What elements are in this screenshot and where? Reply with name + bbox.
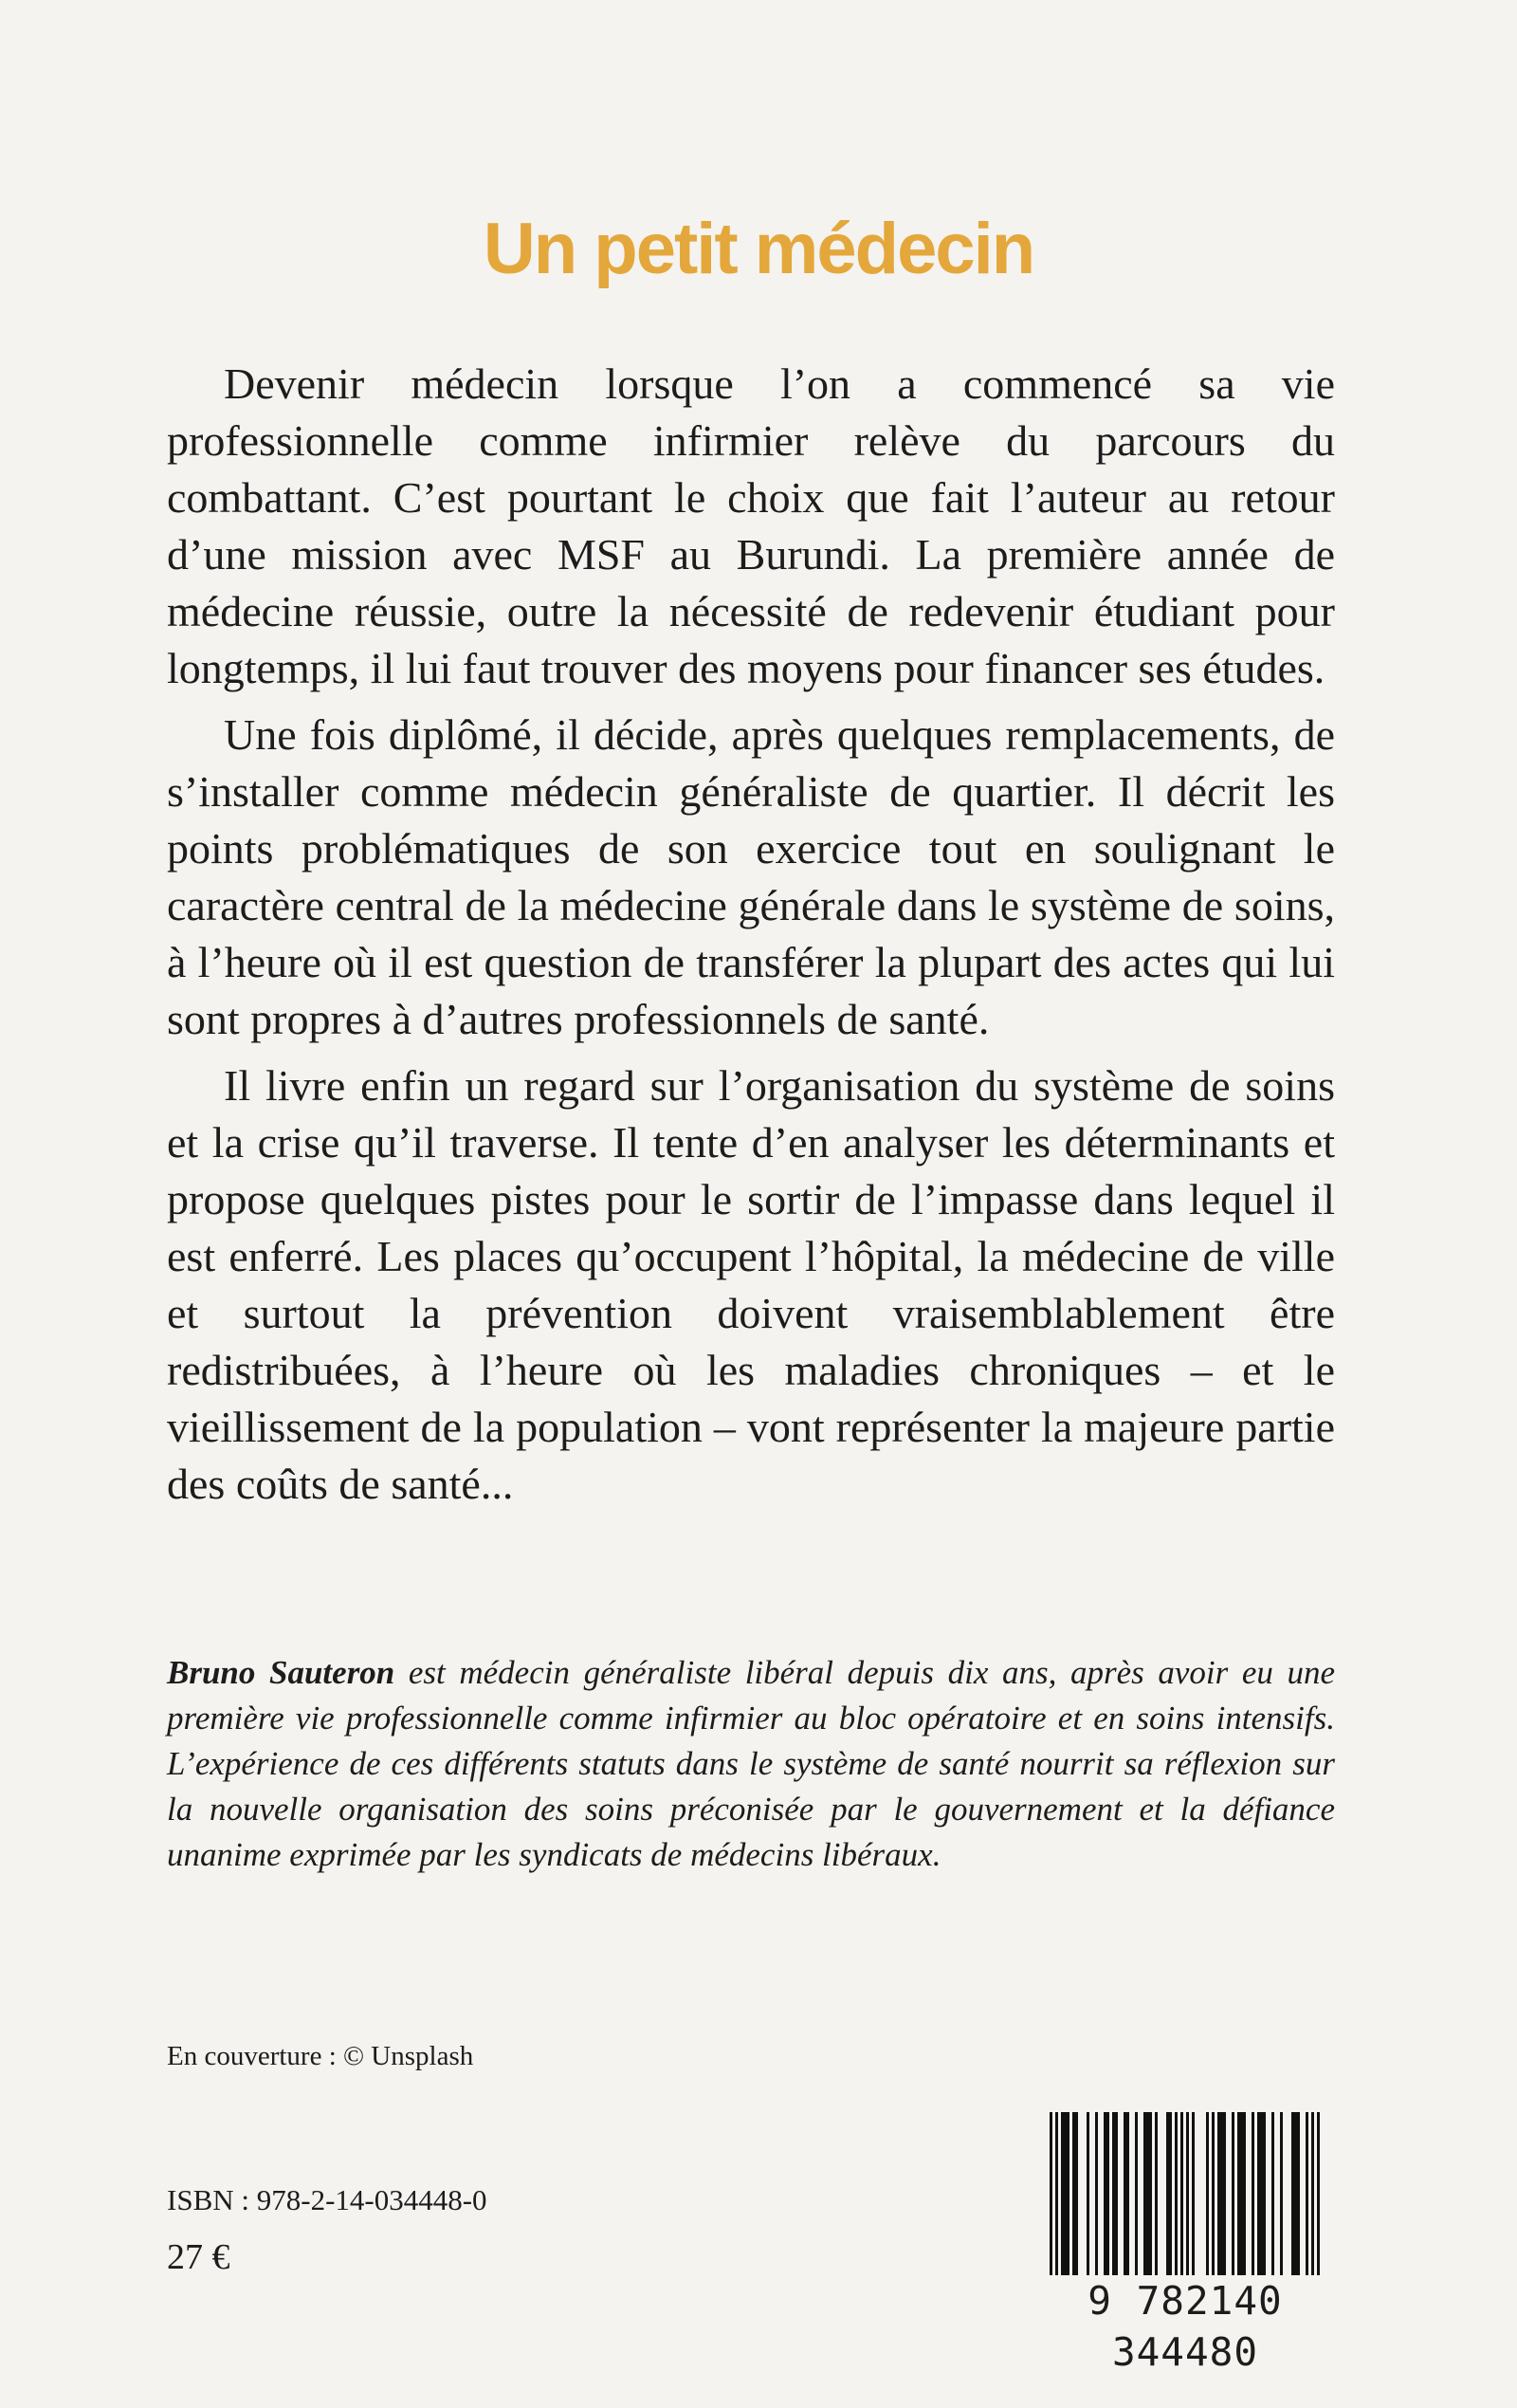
barcode-bar xyxy=(1297,2112,1300,2279)
summary-paragraph-3: Il livre enfin un regard sur l’organisation du système de soins et la crise qu’il traverse. Il tente d’en analyser les déterminants et propose quelques pistes pour le sortir de l’impasse dans lequel il est enferré. Les places qu’occupent l’hôpital, la médecine de ville et surtout la prévention doivent vraisemblablement être redistribuées, à l’heure où les maladies chroniques – et le vieillissement de la population – vont représenter la majeure partie des coûts de santé... xyxy=(167,1061,1335,1508)
barcode xyxy=(1005,2112,1365,2375)
barcode-bar xyxy=(1271,2112,1274,2279)
barcode-bar xyxy=(1291,2112,1294,2279)
barcode-bar xyxy=(1166,2112,1169,2279)
barcode-bar xyxy=(1106,2112,1109,2279)
barcode-bar xyxy=(1126,2112,1129,2279)
summary-paragraph-1: Devenir médecin lorsque l’on a commencé sa vie professionnelle comme infirmier relève du parcours du combattant. C’est pourtant le choix que fait l’auteur au retour d’une mission avec MSF au Burundi. La première année de médecine réussie, outre la nécessité de redevenir étudiant pour longtemps, il lui faut trouver des moyens pour financer ses études. xyxy=(167,359,1335,692)
barcode-bar xyxy=(1135,2112,1138,2279)
barcode-bar xyxy=(1237,2112,1240,2279)
barcode-bar xyxy=(1180,2112,1183,2302)
barcode-bar xyxy=(1232,2112,1234,2279)
barcode-bar xyxy=(1115,2112,1118,2279)
author-bio-text: est médecin généraliste libéral depuis dix ans, après avoir eu une première vie professionnelle comme infirmier au bloc opératoire et en soins intensifs. L’expérience de ces différents statuts dans le système de santé nourrit sa réflexion sur la nouvelle organisation des soins préconisée par le gouvernement et la défiance unanime exprimée par les syndicats de médecins libéraux. xyxy=(167,1654,1336,1873)
barcode-bar xyxy=(1217,2112,1220,2279)
barcode-bar xyxy=(1149,2112,1152,2279)
barcode-bar xyxy=(1212,2112,1215,2279)
barcode-bar xyxy=(1061,2112,1064,2279)
barcode-bar xyxy=(1223,2112,1226,2279)
barcode-bar xyxy=(1263,2112,1266,2279)
book-title: Un petit médecin xyxy=(483,208,1034,289)
barcode-bar xyxy=(1095,2112,1098,2279)
barcode-digits: 9 782140 344480 xyxy=(1005,2275,1365,2378)
barcode-bar xyxy=(1104,2112,1106,2279)
price: 27 € xyxy=(167,2237,230,2277)
barcode-bar xyxy=(1155,2112,1158,2279)
barcode-bar xyxy=(1294,2112,1297,2279)
barcode-bar xyxy=(1311,2112,1314,2302)
barcode-bar xyxy=(1243,2112,1246,2279)
summary-paragraph-2: Une fois diplômé, il décide, après quelques remplacements, de s’installer comme médecin généraliste de quartier. Il décrit les points problématiques de son exercice tout en soulignant le caractère central de la médecine générale dans le système de soins, à l’heure où il est question de transférer la plupart des actes qui lui sont propres à d’autres professionnels de santé. xyxy=(167,710,1335,1043)
author-name: Bruno Sauteron xyxy=(167,1654,395,1691)
barcode-bar xyxy=(1087,2112,1089,2279)
isbn: ISBN : 978-2-14-034448-0 xyxy=(167,2183,487,2216)
barcode-bar xyxy=(1169,2112,1172,2279)
cover-credit: En couverture : © Unsplash xyxy=(167,2041,474,2071)
barcode-bar xyxy=(1050,2112,1052,2302)
barcode-bar xyxy=(1112,2112,1115,2279)
barcode-bar xyxy=(1257,2112,1260,2279)
author-bio xyxy=(167,1650,1335,1878)
barcode-bar xyxy=(1124,2112,1126,2279)
barcode-bar xyxy=(1252,2112,1254,2279)
barcode-bar xyxy=(1260,2112,1263,2279)
barcode-bar xyxy=(1075,2112,1078,2279)
barcode-bar xyxy=(1186,2112,1189,2302)
barcode-bar xyxy=(1280,2112,1283,2279)
barcode-bar xyxy=(1240,2112,1243,2279)
summary-text xyxy=(167,356,1335,1522)
barcode-bar xyxy=(1067,2112,1069,2279)
barcode-bar xyxy=(1055,2112,1058,2302)
barcode-bar xyxy=(1306,2112,1308,2279)
barcode-bar xyxy=(1206,2112,1209,2279)
barcode-bar xyxy=(1143,2112,1146,2279)
barcode-bar xyxy=(1146,2112,1149,2279)
barcode-bar xyxy=(1175,2112,1178,2279)
barcode-bar xyxy=(1064,2112,1067,2279)
barcode-bar xyxy=(1192,2112,1195,2279)
barcode-bar xyxy=(1072,2112,1075,2279)
barcode-bar xyxy=(1220,2112,1223,2279)
barcode-bar xyxy=(1317,2112,1320,2302)
